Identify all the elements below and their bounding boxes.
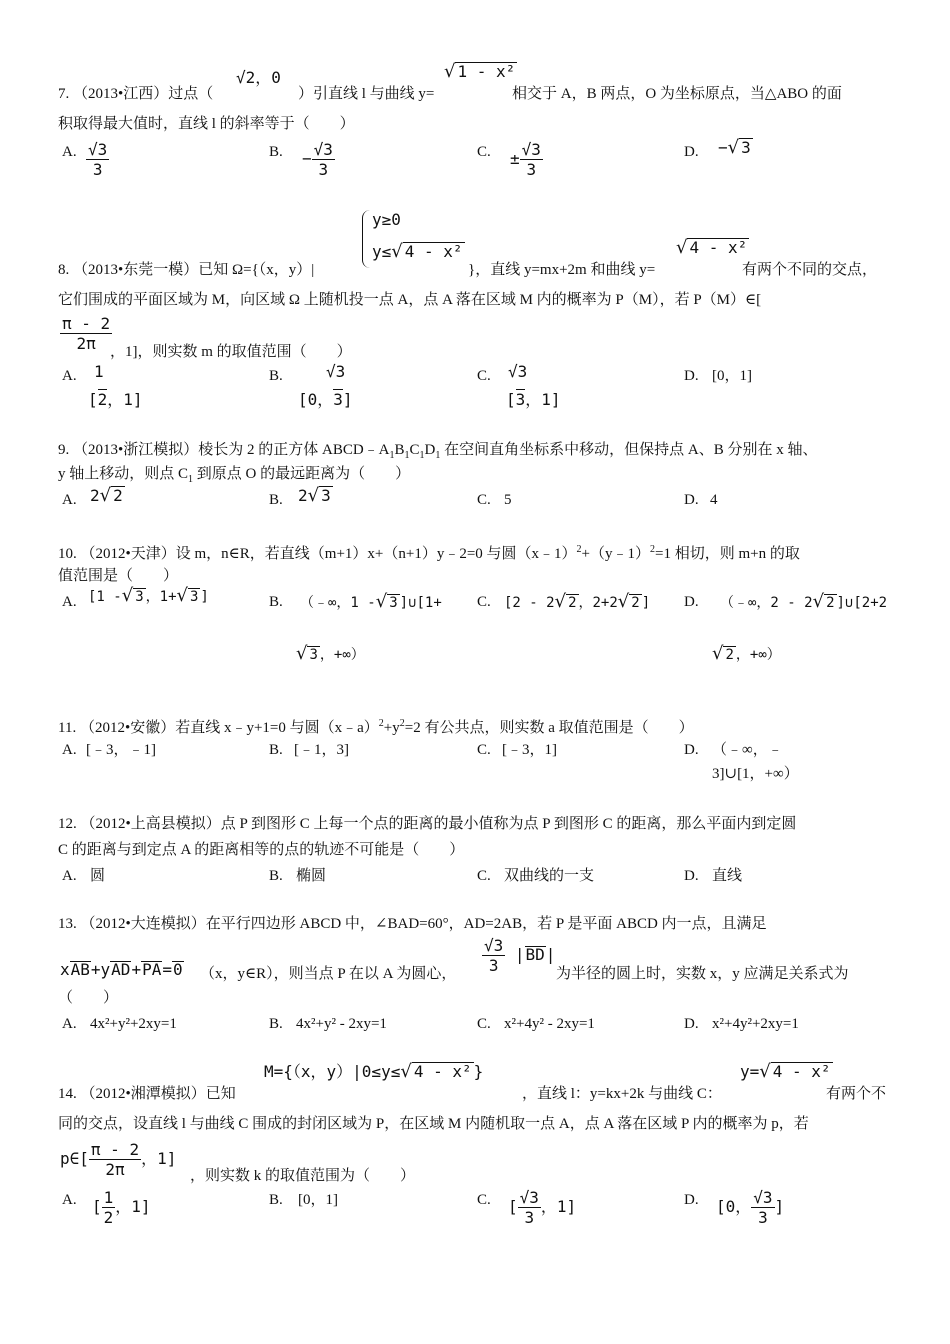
q7-point: √2，0 <box>236 68 281 87</box>
q10-option-a: [1 -√ 3 ，1+√ 3 ] <box>88 585 209 606</box>
q14-option-a-label: A. <box>62 1192 77 1208</box>
q13-option-b-label: B. <box>269 1016 283 1032</box>
q7-curve: √ 1 - x² <box>444 61 516 82</box>
q8-line1-a: 8. （2013•东莞一模）已知 Ω={（x，y）| <box>58 262 315 278</box>
q14-probability: p∈[ $\frac{\pi - 2}{2\pi}$ ，1] <box>60 1140 177 1179</box>
q8-system-bottom: y≤√ 4 - x² <box>372 241 463 262</box>
q7-option-a: $\frac{√3}{3}$ <box>88 140 108 179</box>
q10-line1: 10. （2012•天津）设 m，n∈R，若直线（m+1）x+（n+1）y﹣2=0 与圆（x﹣1）$^2$+（y﹣1）$^2$=1 相切，则 m+n 的取 <box>58 544 800 562</box>
q7-option-d-label: D. <box>684 144 699 160</box>
q12-line2: C 的距离与到定点 A 的距离相等的点的轨迹不可能是（ ） <box>58 842 465 858</box>
q9-option-b: 2√ 3 <box>298 485 331 506</box>
q11-option-d-line1: （﹣∞，﹣ <box>712 742 783 758</box>
q13-option-d-label: D. <box>684 1016 699 1032</box>
q11-line1: 11. （2012•安徽）若直线 x﹣y+1=0 与圆$(x﹣a)^2+y^2=2$ 有公共点，则实数 a 取值范围是（ ） <box>58 718 694 736</box>
q11-option-d-label: D. <box>684 742 699 758</box>
q10-option-d-line2: √ 2 ，+∞） <box>712 643 781 664</box>
q13-line2-a: （x，y∈R），则当点 P 在以 A 为圆心， <box>200 966 457 982</box>
q8-option-d: [0，1] <box>712 368 752 384</box>
q13-option-c-label: C. <box>477 1016 491 1032</box>
q9-option-a: 2√ 2 <box>90 485 123 506</box>
q13-option-a-label: A. <box>62 1016 77 1032</box>
q14-option-d: [0， $\frac{√3}{3}$ ] <box>716 1188 785 1227</box>
q14-line2: 同的交点，设直线 l 与曲线 C 围成的封闭区域为 P，在区域 M 内随机取一点 A，点 A 落在区域 P 内的概率为 p，若 <box>58 1116 809 1132</box>
q8-option-b-top: √3 <box>326 362 346 381</box>
q8-option-a-top: 1 <box>94 362 104 381</box>
q8-system-top: y≥0 <box>372 210 401 229</box>
q7-line1-b: ）引直线 l 与曲线 y= <box>298 86 435 102</box>
q8-system-brace <box>362 210 371 268</box>
q13-option-b: 4x²+y² - 2xy=1 <box>296 1016 387 1032</box>
q12-option-a: 圆 <box>90 868 106 884</box>
q9-option-c-label: C. <box>477 492 491 508</box>
q8-fraction: $\frac{\pi - 2}{2\pi}$ <box>62 314 111 353</box>
q14-line1-b: ，直线 l：y=kx+2k 与曲线 C： <box>522 1086 722 1102</box>
q9-line2: y 轴上移动，则点 $C_1$ 到原点 O 的最远距离为（ ） <box>58 466 411 485</box>
q9-option-b-label: B. <box>269 492 283 508</box>
q14-line1-c: 有两个不 <box>826 1086 887 1102</box>
q9-option-d: 4 <box>710 492 718 508</box>
q13-line2-b: 为半径的圆上时，实数 x，y 应满足关系式为 <box>556 966 849 982</box>
q14-option-b: [0，1] <box>298 1192 338 1208</box>
q12-line1: 12. （2012•上高县模拟）点 P 到图形 C 上每一个点的距离的最小值称为点 P 到图形 C 的距离，那么平面内到定圆 <box>58 816 797 832</box>
q10-option-c: [2 - 2√ 2 ，2+2√ 2 ] <box>504 591 651 612</box>
q8-option-a-label: A. <box>62 368 77 384</box>
q8-line1-b: }，直线 y=mx+2m 和曲线 y= <box>468 262 656 278</box>
q8-option-c-top: √3 <box>508 362 528 381</box>
q11-option-a: [﹣3，﹣1] <box>86 742 156 758</box>
q12-option-d-label: D. <box>684 868 699 884</box>
q14-line3: ，则实数 k 的取值范围为（ ） <box>190 1168 416 1184</box>
q12-option-c-label: C. <box>477 868 491 884</box>
q14-set-m: M={（x，y）|0≤y≤√ 4 - x² } <box>264 1061 484 1082</box>
q10-option-a-label: A. <box>62 594 77 610</box>
q13-vector-equation: xAB+yAD+PA=0 <box>60 960 183 979</box>
q10-option-b-label: B. <box>269 594 283 610</box>
q9-line1: 9. （2013•浙江模拟）棱长为 2 的正方体 $ABCD﹣A_1B_1C_1D_1$ 在空间直角坐标系中移动，但保持点 A、B 分别在 x 轴、 <box>58 442 818 461</box>
q10-option-c-label: C. <box>477 594 491 610</box>
q14-option-a: [ $\frac{1}{2}$ ，1] <box>92 1188 151 1227</box>
q11-option-b: [﹣1，3] <box>294 742 349 758</box>
q12-option-b: 椭圆 <box>296 868 327 884</box>
q11-option-b-label: B. <box>269 742 283 758</box>
q14-option-c: [ $\frac{√3}{3}$ ，1] <box>508 1188 577 1227</box>
q8-curve: √ 4 - x² <box>676 237 748 258</box>
q12-option-b-label: B. <box>269 868 283 884</box>
q8-line1-c: 有两个不同的交点， <box>742 262 878 278</box>
q10-option-b-line2: √ 3 ，+∞） <box>296 643 365 664</box>
q10-option-d-label: D. <box>684 594 699 610</box>
q14-option-c-label: C. <box>477 1192 491 1208</box>
q7-option-c: ± $\frac{√3}{3}$ <box>510 140 541 179</box>
q8-option-b-label: B. <box>269 368 283 384</box>
q12-option-d: 直线 <box>712 868 743 884</box>
q10-option-b-line1: （﹣∞，1 -√ 3 ]∪[1+ <box>300 591 442 612</box>
q10-option-d-line1: （﹣∞，2 - 2√ 2 ]∪[2+2 <box>720 591 888 612</box>
q9-option-a-label: A. <box>62 492 77 508</box>
q7-option-b: − $\frac{√3}{3}$ <box>302 140 333 179</box>
q9-option-c: 5 <box>504 492 512 508</box>
q8-option-b-bottom: [0，3] <box>298 390 353 409</box>
q10-line2: 值范围是（ ） <box>58 568 179 584</box>
q13-line1: 13. （2012•大连模拟）在平行四边形 ABCD 中，∠BAD=60°，AD=2AB，若 P 是平面 ABCD 内一点，且满足 <box>58 916 767 932</box>
q14-line1-a: 14. （2012•湘潭模拟）已知 <box>58 1086 236 1102</box>
q8-option-c-bottom: [3，1] <box>506 390 561 409</box>
q7-option-c-label: C. <box>477 144 491 160</box>
q11-option-a-label: A. <box>62 742 77 758</box>
q7-line1-a: 7. （2013•江西）过点（ <box>58 86 214 102</box>
q8-option-c-label: C. <box>477 368 491 384</box>
q14-option-d-label: D. <box>684 1192 699 1208</box>
q14-option-b-label: B. <box>269 1192 283 1208</box>
q11-option-d-line2: 3]∪[1，+∞） <box>712 766 799 782</box>
q8-option-d-label: D. <box>684 368 699 384</box>
q7-option-a-label: A. <box>62 144 77 160</box>
q8-line2: 它们围成的平面区域为 M，向区域 Ω 上随机投一点 A，点 A 落在区域 M 内的概率为 P（M），若 P（M）∈[ <box>58 292 762 308</box>
q13-option-c: x²+4y² - 2xy=1 <box>504 1016 595 1032</box>
q14-curve: y=√ 4 - x² <box>740 1061 831 1082</box>
q13-option-d: x²+4y²+2xy=1 <box>712 1016 799 1032</box>
q13-option-a: 4x²+y²+2xy=1 <box>90 1016 177 1032</box>
q7-option-d: −√ 3 <box>718 137 751 158</box>
q12-option-c: 双曲线的一支 <box>504 868 595 884</box>
q13-line3: （ ） <box>58 990 119 1006</box>
q11-option-c-label: C. <box>477 742 491 758</box>
q12-option-a-label: A. <box>62 868 77 884</box>
q13-radius: $\frac{√3}{3}$ |BD| <box>484 936 556 975</box>
q11-option-c: [﹣3，1] <box>502 742 557 758</box>
q9-option-d-label: D. <box>684 492 699 508</box>
q8-option-a-bottom: [2，1] <box>88 390 143 409</box>
q7-option-b-label: B. <box>269 144 283 160</box>
q7-line2: 积取得最大值时，直线 l 的斜率等于（ ） <box>58 116 355 132</box>
q7-line1-c: 相交于 A，B 两点，O 为坐标原点，当△ABO 的面 <box>512 86 842 102</box>
q8-line3: ，1]，则实数 m 的取值范围（ ） <box>110 344 352 360</box>
